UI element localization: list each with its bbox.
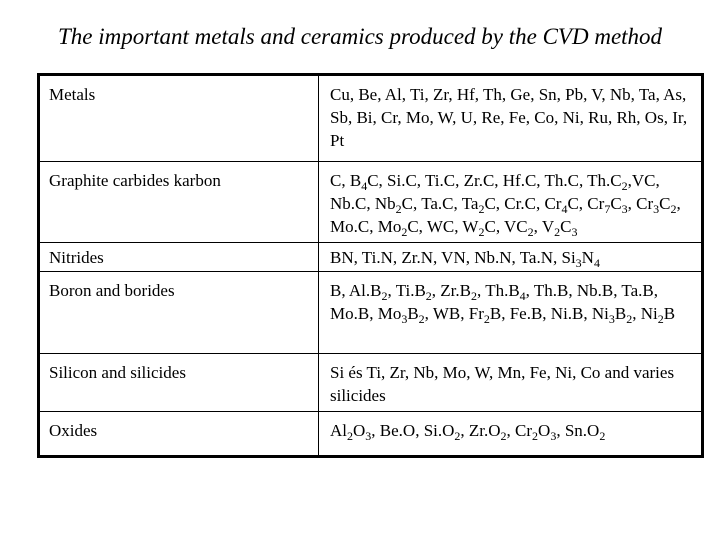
items-cell: Si és Ti, Zr, Nb, Mo, W, Mn, Fe, Ni, Co and varies silicides	[319, 354, 703, 412]
table-row	[39, 272, 703, 354]
table-row	[39, 75, 703, 162]
category-cell: Silicon and silicides	[39, 354, 319, 412]
items-cell: $Al_2O_3$, Be.O, $Si.O_2$, $Zr.O_2$, $Cr_2O_3$, $Sn.O_2$	[319, 412, 703, 457]
table-row	[39, 412, 703, 457]
items-cell: BN, Ti.N, Zr.N, VN, Nb.N, Ta.N, $Si_3N_4$	[319, 243, 703, 272]
category-cell: Nitrides	[39, 243, 319, 272]
items-cell: C, $B_4C$, Si.C, Ti.C, Zr.C, Hf.C, Th.C, $Th.C_2,VC$, Nb.C, $Nb_2C$, Ta.C, $Ta_2C$, Cr.C, $Cr_4C$, $Cr_7C_3$, $Cr_3C_2$, Mo.C, $Mo_2C$, WC, $W_2C$, $VC_2$, $V_2C_3$	[319, 162, 703, 243]
category-cell: Graphite carbides karbon	[39, 162, 319, 243]
category-cell: Metals	[39, 75, 319, 162]
cvd-materials-table	[37, 73, 704, 458]
table-row	[39, 162, 703, 243]
table-row	[39, 354, 703, 412]
category-cell: Boron and borides	[39, 272, 319, 354]
category-cell: Oxides	[39, 412, 319, 457]
items-cell: Cu, Be, Al, Ti, Zr, Hf, Th, Ge, Sn, Pb, V, Nb, Ta, As, Sb, Bi, Cr, Mo, W, U, Re, Fe, Co, Ni, Ru, Rh, Os, Ir, Pt	[319, 75, 703, 162]
page-title: The important metals and ceramics produced by the CVD method	[57, 24, 663, 49]
items-cell: B, $Al.B_2$, $Ti.B_2$, $Zr.B_2$, $Th.B_4$, Th.B, Nb.B, Ta.B, Mo.B, $Mo_3B_2$, WB, $Fr_2B$, Fe.B, Ni.B, $Ni_3B_2$, $Ni_2B$	[319, 272, 703, 354]
table-row	[39, 243, 703, 272]
